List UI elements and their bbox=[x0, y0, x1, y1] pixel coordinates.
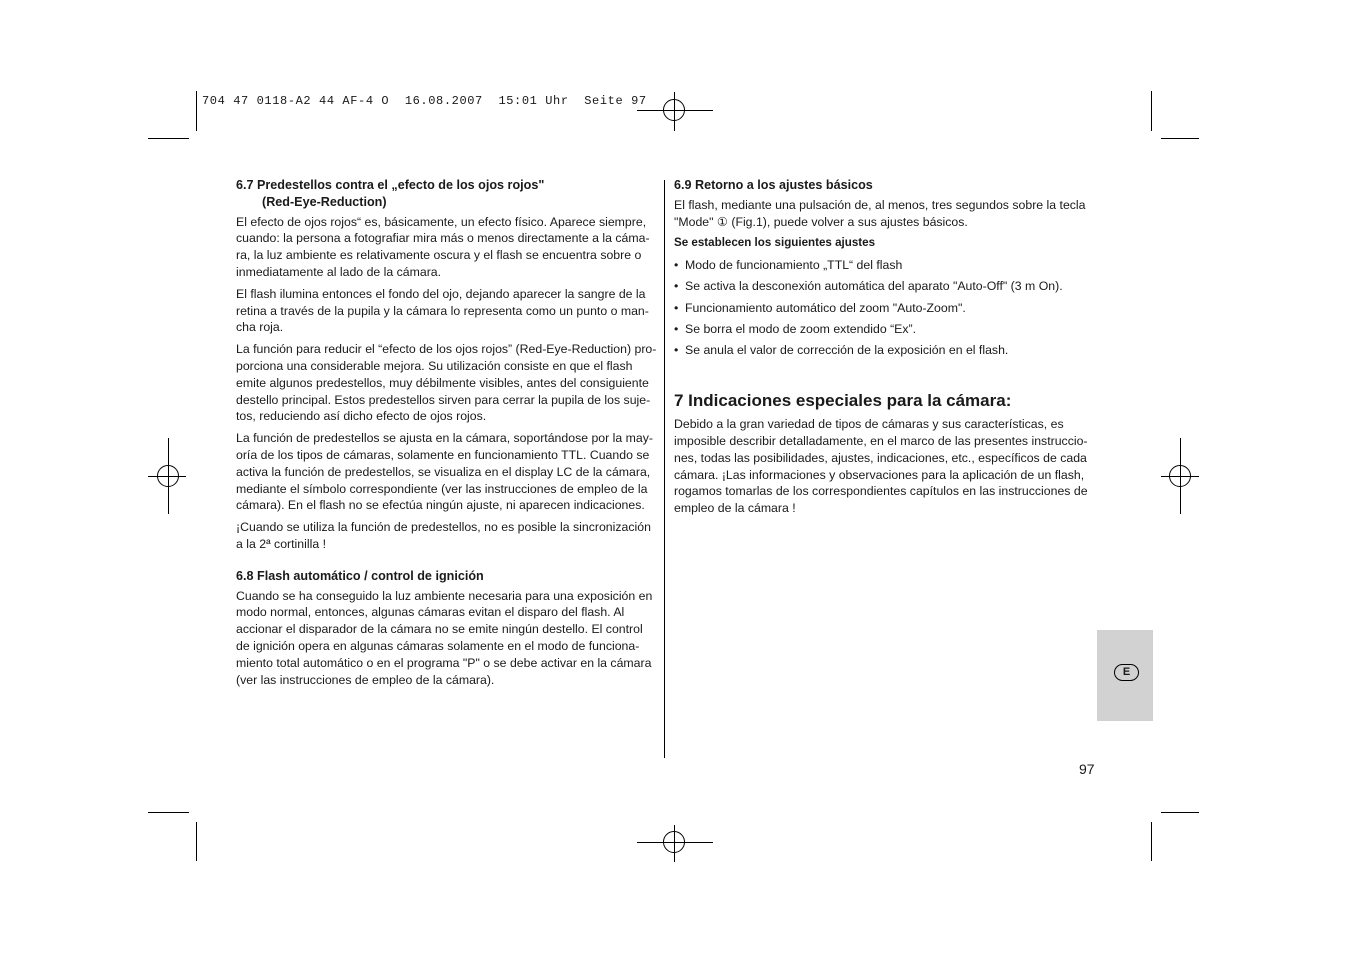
paragraph: La función de predestellos se ajusta en la cámara, soportándose por la mayoría de los tipos de cámaras, solamente en funcionamiento TTL. Cuando se activa la función de predestellos, se visualiza en el display LC de la cámara, mediante el símbolo correspondiente (ver las instrucciones de empleo de la cámara). En el flash no se efectúa ningún ajuste, ni aparecen indicaciones. bbox=[236, 431, 653, 513]
section-6-8-heading: 6.8 Flash automático / control de ignición bbox=[236, 568, 484, 583]
paragraph: El flash, mediante una pulsación de, al menos, tres segundos sobre la tecla "Mode" ① (Fig.1), puede volver a sus ajustes básicos. bbox=[674, 197, 1086, 229]
column-divider bbox=[664, 180, 665, 758]
section-6-9-heading: 6.9 Retorno a los ajustes básicos bbox=[674, 178, 873, 192]
page-number: 97 bbox=[1079, 761, 1095, 777]
paragraph: La función para reducir el “efecto de los ojos rojos” (Red-Eye-Reduction) proporciona una considerable mejora. Su utilización consiste en que el flash emite algunos predestellos, muy débilmente visibles, antes del consiguiente destello principal. Estos predestellos sirven para cerrar la pupila de los sujetos, reduciendo así dicho efecto de ojos rojos. bbox=[236, 342, 657, 424]
settings-subheading: Se establecen los siguientes ajustes bbox=[674, 236, 876, 250]
language-tab bbox=[1097, 630, 1153, 721]
section-6-7-heading: 6.7 Predestellos contra el „efecto de los ojos rojos" (Red-Eye-Reduction) bbox=[236, 178, 545, 209]
print-header: 704 47 0118-A2 44 AF-4 O 16.08.2007 15:01 Uhr Seite 97 bbox=[202, 94, 647, 108]
language-badge: E bbox=[1114, 664, 1139, 681]
right-column bbox=[674, 177, 1094, 522]
settings-list bbox=[674, 257, 1094, 359]
paragraph: Cuando se ha conseguido la luz ambiente necesaria para una exposición en modo normal, entonces, algunas cámaras evitan el disparo del flash. Al accionar el disparador de la cámara no se emite ningún destello. El control de ignición opera en algunas cámaras solamente en el modo de funcionamiento total automático o en el programa "P" o se debe activar en la cámara (ver las instrucciones de empleo de la cámara). bbox=[236, 588, 653, 687]
paragraph: ¡Cuando se utiliza la función de predestellos, no es posible la sincronización a la 2ª cortinilla ! bbox=[236, 520, 651, 551]
list-item: • Funcionamiento automático del zoom "Auto-Zoom". bbox=[674, 300, 966, 315]
list-item: • Se borra el modo de zoom extendido “Ex”. bbox=[674, 322, 917, 337]
section-7-heading: 7 Indicaciones especiales para la cámara: bbox=[674, 391, 1012, 411]
list-item: • Modo de funcionamiento „TTL“ del flash bbox=[674, 258, 903, 273]
left-column bbox=[236, 177, 658, 693]
list-item: • Se anula el valor de corrección de la exposición en el flash. bbox=[674, 343, 1009, 358]
list-item: • Se activa la desconexión automática del aparato "Auto-Off" (3 m On). bbox=[674, 279, 1063, 294]
paragraph: El efecto de ojos rojos“ es, básicamente, un efecto físico. Aparece siempre, cuando: la persona a fotografiar mira más o menos directamente a la cámara, la luz ambiente es relativamente oscura y el flash se encuentra sobre o inmediatamente al lado de la cámara. bbox=[236, 214, 650, 279]
paragraph: El flash ilumina entonces el fondo del ojo, dejando aparecer la sangre de la retina a través de la pupila y la cámara lo representa como un punto o mancha roja. bbox=[236, 286, 649, 335]
paragraph: Debido a la gran variedad de tipos de cámaras y sus características, es imposible describir detalladamente, en el marco de las presentes instrucciones, todas las posibilidades, ajustes, indicaciones, etc., específicos de cada cámara. ¡Las informaciones y observaciones para la aplicación de un flash, rogamos tomarlas de los correspondientes capítulos en las instrucciones de empleo de la cámara ! bbox=[674, 417, 1088, 516]
